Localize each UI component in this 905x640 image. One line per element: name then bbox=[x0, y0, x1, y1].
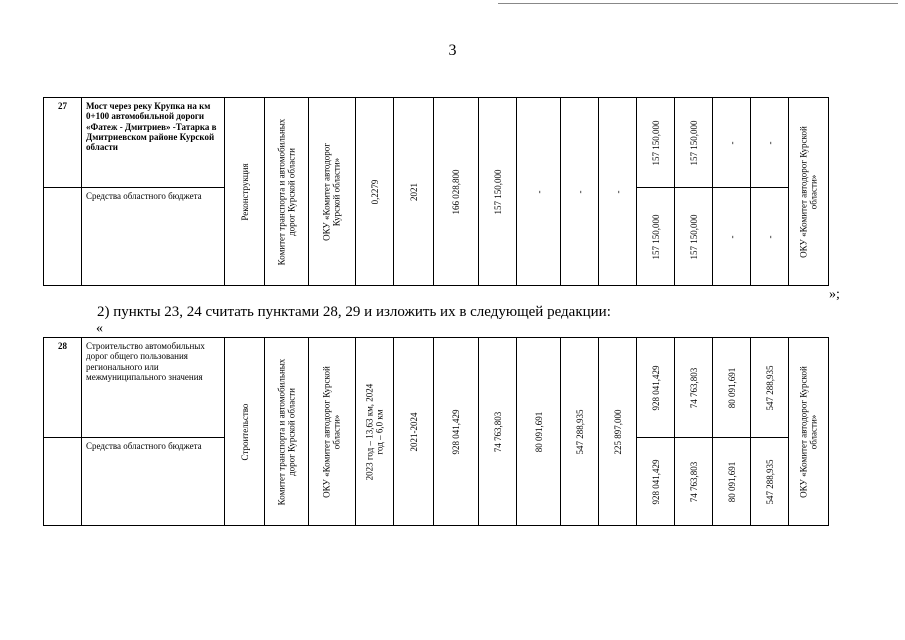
dash: - bbox=[533, 190, 544, 193]
total-funding: 157 150,000 bbox=[492, 169, 503, 214]
lower-value: 547 288,935 bbox=[764, 459, 775, 504]
row-number-empty bbox=[44, 188, 82, 286]
lower-cell-3 bbox=[713, 188, 751, 286]
responsible-cell bbox=[789, 98, 829, 286]
dash: - bbox=[612, 190, 623, 193]
amendment-paragraph: 2) пункты 23, 24 считать пунктами 28, 29 и изложить их в следующей редакции: bbox=[97, 304, 611, 320]
estimated-cost-cell bbox=[434, 98, 479, 286]
work-type-cell bbox=[225, 338, 265, 526]
responsible: ОКУ «Комитет автодорог Курской области» bbox=[798, 125, 819, 258]
executor: ОКУ «Комитет автодорог Курской области» bbox=[321, 365, 342, 498]
upper-value: - bbox=[726, 141, 737, 144]
estimated-cost: 166 028,800 bbox=[450, 169, 461, 214]
work-type-cell bbox=[225, 98, 265, 286]
lower-cell-3 bbox=[713, 438, 751, 526]
capacity-cell bbox=[356, 98, 394, 286]
year-cell-1 bbox=[517, 98, 561, 286]
year-cell-3 bbox=[599, 98, 637, 286]
customer-cell bbox=[265, 98, 309, 286]
upper-value: 74 763,803 bbox=[688, 367, 699, 408]
top-rule bbox=[498, 3, 898, 4]
upper-value: 928 041,429 bbox=[650, 365, 661, 410]
year-cell-4 bbox=[599, 338, 637, 526]
year-value: 80 091,691 bbox=[533, 411, 544, 452]
executor-cell bbox=[309, 338, 356, 526]
executor: ОКУ «Комитет автодорог Курской области» bbox=[321, 142, 342, 241]
customer-cell bbox=[265, 338, 309, 526]
lower-value: - bbox=[726, 235, 737, 238]
funding-source: Средства областного бюджета bbox=[82, 188, 225, 286]
total-funding-cell bbox=[479, 98, 517, 286]
capacity-cell bbox=[356, 338, 394, 526]
executor-cell bbox=[309, 98, 356, 286]
lower-cell-2 bbox=[675, 188, 713, 286]
lower-cell-2 bbox=[675, 438, 713, 526]
customer: Комитет транспорта и автомобильных дорог Курской области bbox=[276, 118, 297, 265]
table-row-28 bbox=[43, 337, 829, 526]
year-value: 74 763,803 bbox=[492, 411, 503, 452]
upper-cell-2 bbox=[675, 338, 713, 438]
funding-source: Средства областного бюджета bbox=[82, 438, 225, 526]
table-row-27 bbox=[43, 97, 829, 286]
responsible-cell bbox=[789, 338, 829, 526]
upper-cell-4 bbox=[751, 98, 789, 188]
upper-value: 157 150,000 bbox=[688, 120, 699, 165]
lower-value: 928 041,429 bbox=[650, 459, 661, 504]
upper-value: 80 091,691 bbox=[726, 367, 737, 408]
row-number: 27 bbox=[44, 98, 82, 188]
lower-cell-1 bbox=[637, 188, 675, 286]
year-value: 225 897,000 bbox=[612, 409, 623, 454]
lower-value: 80 091,691 bbox=[726, 461, 737, 502]
upper-value: - bbox=[764, 141, 775, 144]
object-name: Строительство автомобильных дорог общего пользования регионального или межмуниципального значения bbox=[82, 338, 225, 438]
capacity: 0,2279 bbox=[369, 179, 380, 204]
upper-cell-3 bbox=[713, 338, 751, 438]
upper-cell-2 bbox=[675, 98, 713, 188]
period-cell bbox=[394, 98, 434, 286]
customer: Комитет транспорта и автомобильных дорог Курской области bbox=[276, 358, 297, 505]
responsible: ОКУ «Комитет автодорог Курской области» bbox=[798, 365, 819, 498]
row-number: 28 bbox=[44, 338, 82, 438]
period: 2021 bbox=[408, 182, 419, 201]
estimated-cost: 928 041,429 bbox=[450, 409, 461, 454]
lower-cell-1 bbox=[637, 438, 675, 526]
lower-value: 157 150,000 bbox=[650, 214, 661, 259]
lower-value: - bbox=[764, 235, 775, 238]
upper-value: 157 150,000 bbox=[650, 120, 661, 165]
object-name: Мост через реку Крупка на км 0+100 автомобильной дороги «Фатеж - Дмитриев» -Татарка в Дмитриевском районе Курской области bbox=[82, 98, 225, 188]
lower-value: 74 763,803 bbox=[688, 461, 699, 502]
estimated-cost-cell bbox=[434, 338, 479, 526]
upper-cell-4 bbox=[751, 338, 789, 438]
period-cell bbox=[394, 338, 434, 526]
year-cell-2 bbox=[517, 338, 561, 526]
upper-cell-1 bbox=[637, 338, 675, 438]
year-cell-2 bbox=[561, 98, 599, 286]
lower-cell-4 bbox=[751, 188, 789, 286]
dash: - bbox=[574, 190, 585, 193]
year-cell-1 bbox=[479, 338, 517, 526]
capacity: 2023 год – 13,63 км, 2024 год – 6,0 км bbox=[364, 383, 385, 480]
page-number: 3 bbox=[448, 42, 457, 59]
year-value: 547 288,935 bbox=[574, 409, 585, 454]
work-type: Реконструкция bbox=[239, 162, 250, 221]
period: 2021-2024 bbox=[408, 412, 419, 451]
closing-quote: »; bbox=[829, 287, 840, 302]
lower-value: 157 150,000 bbox=[688, 214, 699, 259]
upper-cell-1 bbox=[637, 98, 675, 188]
lower-cell-4 bbox=[751, 438, 789, 526]
work-type: Строительство bbox=[239, 403, 250, 460]
row-number-empty bbox=[44, 438, 82, 526]
upper-cell-3 bbox=[713, 98, 751, 188]
year-cell-3 bbox=[561, 338, 599, 526]
opening-quote: « bbox=[96, 321, 103, 336]
upper-value: 547 288,935 bbox=[764, 365, 775, 410]
